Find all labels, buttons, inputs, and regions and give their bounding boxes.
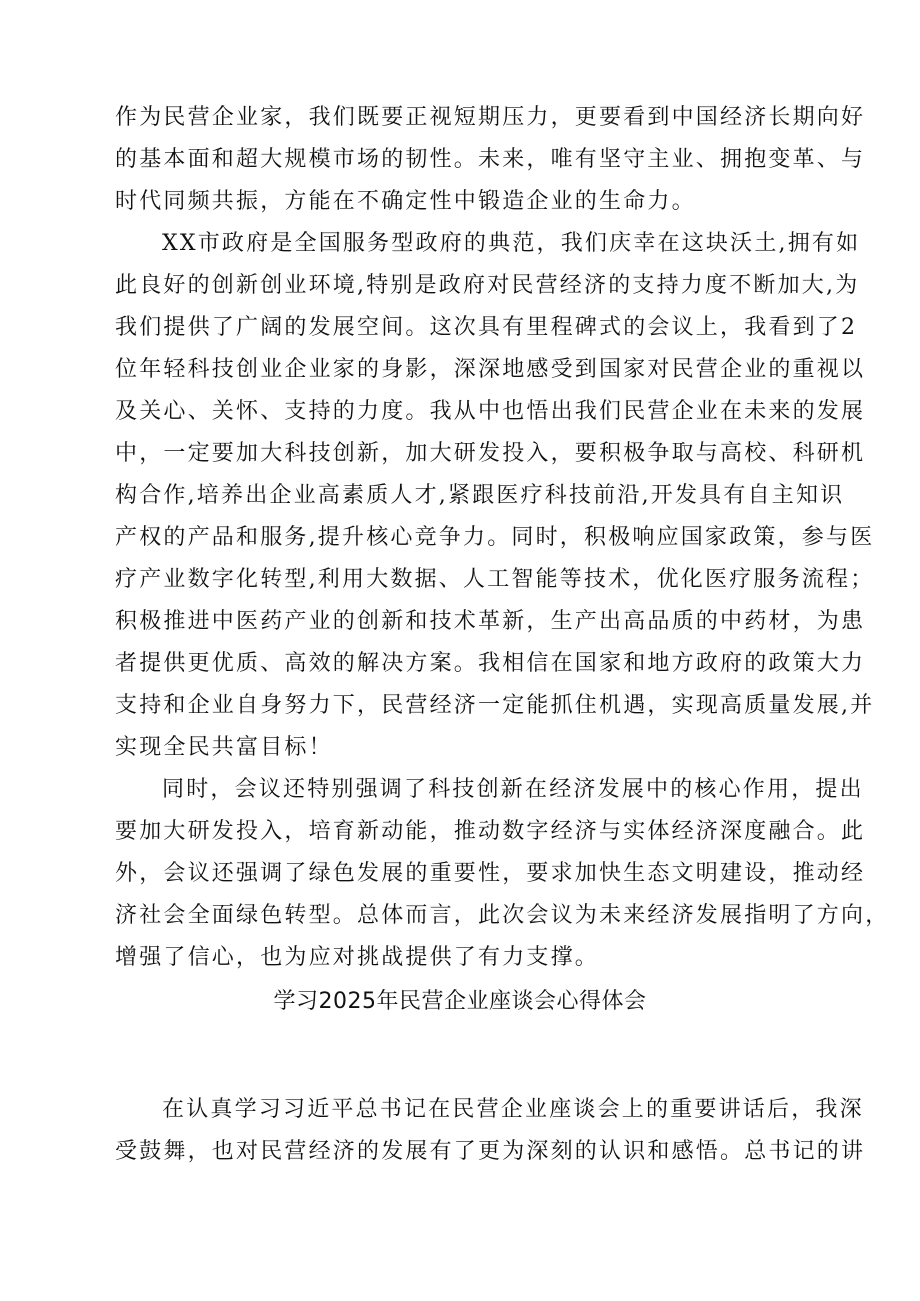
paragraph-1-line-2: 的基本面和超大规模市场的韧性。未来，唯有坚守主业、拥抱变革、与: [115, 147, 866, 172]
paragraph-2-line-6: 中，一定要加大科技创新，加大研发投入，要积极争取与高校、科研机: [115, 441, 866, 466]
paragraph-3-line-5: 增强了信心，也为应对挑战提供了有力支撑。: [115, 945, 600, 970]
paragraph-3-line-4: 济社会全面绿色转型。总体而言，此次会议为未来经济发展指明了方向，: [115, 903, 890, 928]
paragraph-1-line-3: 时代同频共振，方能在不确定性中锻造企业的生命力。: [115, 189, 696, 214]
section-title: 学习2025年民营企业座谈会心得体会: [273, 989, 647, 1014]
paragraph-2-line-8: 产权的产品和服务,提升核心竞争力。同时，积极响应国家政策，参与医: [115, 525, 875, 550]
paragraph-2-line-4: 位年轻科技创业企业家的身影，深深地感受到国家对民营企业的重视以: [115, 357, 866, 382]
paragraph-3-line-1: 同时，会议还特别强调了科技创新在经济发展中的核心作用，提出: [162, 777, 864, 802]
paragraph-2-line-2: 此良好的创新创业环境,特别是政府对民营经济的支持力度不断加大,为: [115, 273, 860, 298]
paragraph-2-line-3: 我们提供了广阔的发展空间。这次具有里程碑式的会议上，我看到了2: [115, 315, 858, 340]
paragraph-3-line-3: 外，会议还强调了绿色发展的重要性，要求加快生态文明建设，推动经: [115, 861, 866, 886]
paragraph-2-line-10: 积极推进中医药产业的创新和技术革新，生产出高品质的中药材，为患: [115, 609, 866, 634]
paragraph-2-line-11: 者提供更优质、高效的解决方案。我相信在国家和地方政府的政策大力: [115, 651, 866, 676]
paragraph-2-line-7: 构合作,培养出企业高素质人才,紧跟医疗科技前沿,开发具有自主知识: [115, 483, 845, 508]
paragraph-2-line-9: 疗产业数字化转型,利用大数据、人工智能等技术，优化医疗服务流程；: [115, 567, 875, 592]
paragraph-1-line-1: 作为民营企业家，我们既要正视短期压力，更要看到中国经济长期向好: [115, 105, 866, 130]
paragraph-2-line-5: 及关心、关怀、支持的力度。我从中也悟出我们民营企业在未来的发展: [115, 399, 866, 424]
paragraph-2-line-13: 实现全民共富目标！: [115, 735, 333, 760]
paragraph-3-line-2: 要加大研发投入，培育新动能，推动数字经济与实体经济深度融合。此: [115, 819, 866, 844]
paragraph-2-line-1: XX市政府是全国服务型政府的典范，我们庆幸在这块沃土,拥有如: [162, 231, 861, 256]
paragraph-2-line-12: 支持和企业自身努力下，民营经济一定能抓住机遇，实现高质量发展,并: [115, 693, 875, 718]
paragraph-4-line-2: 受鼓舞，也对民营经济的发展有了更为深刻的认识和感悟。总书记的讲: [115, 1139, 866, 1164]
paragraph-4-line-1: 在认真学习习近平总书记在民营企业座谈会上的重要讲话后，我深: [162, 1097, 864, 1122]
